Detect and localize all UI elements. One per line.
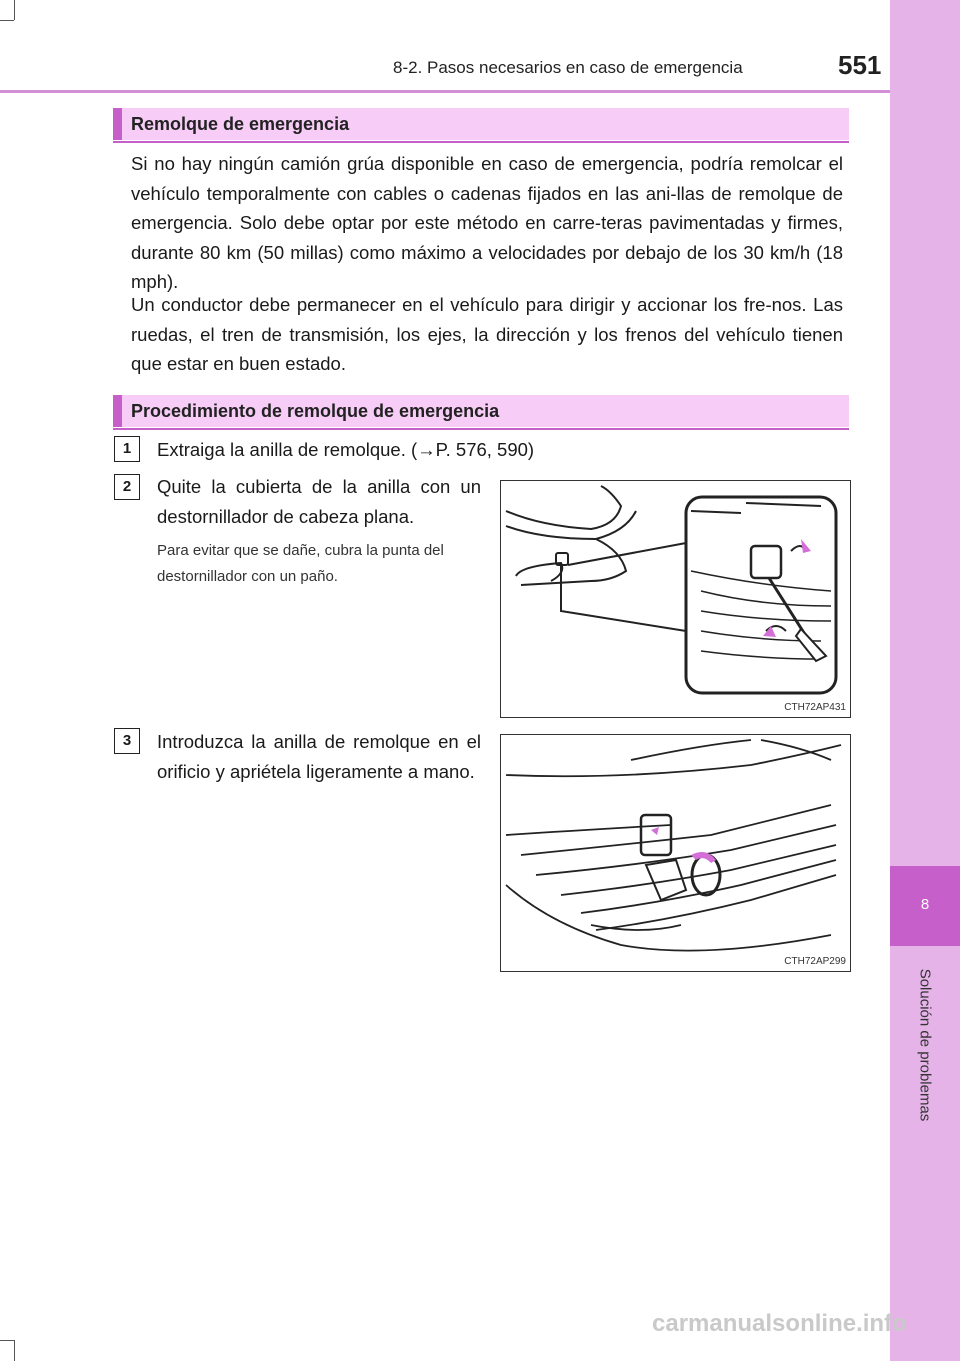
step-text: Extraiga la anilla de remolque. (→P. 576, 590)	[157, 439, 535, 460]
step-number-badge: 2	[114, 474, 140, 500]
chapter-number: 8	[920, 896, 930, 913]
section-heading-procedimiento	[113, 395, 849, 427]
section-heading-text: Remolque de emergencia	[131, 114, 350, 134]
step-number-badge: 3	[114, 728, 140, 754]
figure-code: CTH72AP431	[784, 702, 846, 713]
section-heading-text: Procedimiento de remolque de emergencia	[131, 401, 500, 421]
body-paragraph: Si no hay ningún camión grúa disponible en caso de emergencia, podría remolcar el vehículo temporalmente con cables o cadenas fijados en las ani-llas de remolque de emergencia. Solo debe optar por este método en carre-teras pavimentadas y firmes, durante 80 km (50 millas) como máximo a velocidades por debajo de los 30 km/h (18 mph).	[131, 153, 843, 292]
crop-mark	[0, 1340, 14, 1341]
step-note: Para evitar que se dañe, cubra la punta del destornillador con un paño.	[157, 542, 444, 585]
figure-illustration	[501, 481, 850, 717]
body-paragraph: Un conductor debe permanecer en el vehículo para dirigir y accionar los fre-nos. Las ruedas, el tren de transmisión, los ejes, la dirección y los frenos del vehículo tienen que estar en buen estado.	[131, 294, 843, 374]
section-heading-remolque	[113, 108, 849, 140]
chapter-label: Solución de problemas	[916, 968, 934, 1122]
figure-insert-ring	[500, 734, 851, 972]
page-header-title: 8-2. Pasos necesarios en caso de emergencia	[393, 58, 743, 77]
chapter-number-tab	[890, 866, 960, 946]
watermark: carmanualsonline.info	[652, 1310, 907, 1337]
chapter-side-tab	[890, 0, 960, 1361]
step-text: Quite la cubierta de la anilla con un destornillador de cabeza plana.	[157, 476, 481, 527]
figure-remove-cover	[500, 480, 851, 718]
figure-illustration	[501, 735, 850, 971]
crop-mark	[0, 20, 14, 21]
step-number-badge: 1	[114, 436, 140, 462]
step-text: Introduzca la anilla de remolque en el orificio y apriétela ligeramente a mano.	[157, 731, 481, 782]
figure-code: CTH72AP299	[784, 956, 846, 967]
header-divider	[0, 90, 890, 93]
crop-mark	[14, 0, 15, 20]
page-number: 551	[838, 50, 882, 80]
crop-mark	[14, 1340, 15, 1361]
